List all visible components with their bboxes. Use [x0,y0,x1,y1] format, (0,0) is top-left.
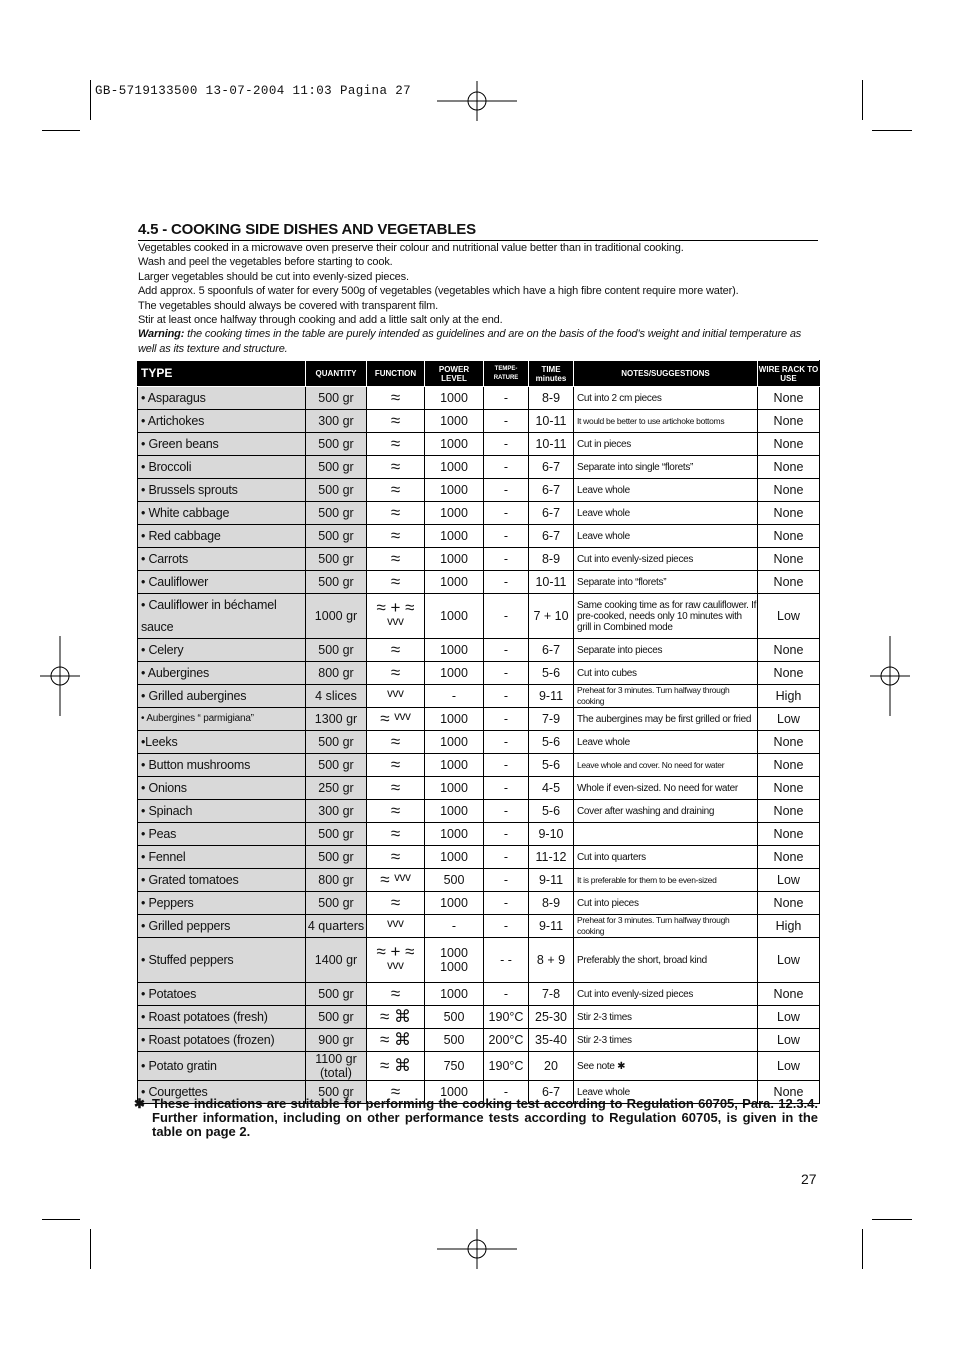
cell-type: • Courgettes [138,1081,306,1104]
cell-power: 1000 [425,387,484,410]
cell-temperature: - [484,754,529,777]
table-row [138,800,820,823]
cell-notes: Separate into “florets” [574,571,758,594]
cell-time: 6-7 [529,1081,574,1104]
cell-temperature: - [484,433,529,456]
table-row [138,983,820,1006]
cell-power: 1000 [425,456,484,479]
cell-notes: Cut into pieces [574,892,758,915]
header-quantity: QUANTITY [306,361,367,387]
cell-time: 35-40 [529,1029,574,1052]
cell-function-icon: ≈ [367,456,425,479]
cell-temperature: - [484,685,529,708]
cell-time: 9-11 [529,915,574,938]
cell-quantity: 500 gr [306,639,367,662]
cell-time: 10-11 [529,433,574,456]
table-row [138,433,820,456]
registration-mark-bottom-icon [437,1229,517,1269]
cell-function-icon: ᵛᵛᵛ [367,685,425,708]
intro-line: Larger vegetables should be cut into evenly-sized pieces. [138,270,409,283]
cell-type: • Grated tomatoes [138,869,306,892]
cell-function-icon: ≈ [367,387,425,410]
cell-function-icon: ≈ ᵛᵛᵛ [367,708,425,731]
cell-power: 1000 [425,571,484,594]
cell-temperature: - [484,708,529,731]
cell-type: • Roast potatoes (frozen) [138,1029,306,1052]
cell-quantity: 500 gr [306,983,367,1006]
cell-rack: None [758,387,820,410]
cell-type: • White cabbage [138,502,306,525]
cell-type: • Grilled peppers [138,915,306,938]
table-row [138,571,820,594]
registration-mark-left-icon [40,636,80,716]
cell-rack: None [758,731,820,754]
cell-rack: Low [758,1029,820,1052]
cell-quantity: 500 gr [306,892,367,915]
cell-notes: See note ✱ [574,1052,758,1081]
cell-function-icon: ≈ [367,433,425,456]
cell-notes: Stir 2-3 times [574,1006,758,1029]
cell-type: • Brussels sprouts [138,479,306,502]
registration-mark-right-icon [870,636,910,716]
cell-power: 1000 [425,433,484,456]
footnote [134,1096,818,1139]
cell-time: 4-5 [529,777,574,800]
cell-time: 6-7 [529,502,574,525]
cell-rack: None [758,571,820,594]
table-row [138,639,820,662]
cell-power: 1000 [425,823,484,846]
cell-time: 5-6 [529,731,574,754]
cell-type: • Potato gratin [138,1052,306,1081]
cell-time: 7-8 [529,983,574,1006]
cell-function-icon: ≈ [367,823,425,846]
cell-rack: High [758,915,820,938]
cell-quantity: 1400 gr [306,938,367,983]
cell-function-icon: ≈ [367,502,425,525]
cell-rack: None [758,479,820,502]
table-row [138,892,820,915]
table-row [138,869,820,892]
cell-power: 1000 [425,731,484,754]
cell-temperature: 200°C [484,1029,529,1052]
cell-rack: None [758,662,820,685]
cell-notes: Cover after washing and draining [574,800,758,823]
intro-line: Wash and peel the vegetables before starting to cook. [138,256,393,269]
cell-quantity: 250 gr [306,777,367,800]
cell-notes: Separate into pieces [574,639,758,662]
cell-type: • Aubergines “ parmigiana” [138,708,306,731]
cell-rack: None [758,525,820,548]
cell-rack: Low [758,708,820,731]
cell-time: 20 [529,1052,574,1081]
cell-function-icon: ≈ + ≈ ᵛᵛᵛ [367,594,425,639]
cell-function-icon: ≈ [367,662,425,685]
cell-function-icon: ≈ ⌘ [367,1029,425,1052]
cell-rack: None [758,754,820,777]
table-row [138,685,820,708]
crop-mark-bl-v [90,1229,91,1269]
cell-quantity: 500 gr [306,548,367,571]
page-number: 27 [801,1171,817,1187]
cell-temperature: 190°C [484,1006,529,1029]
header-temperature: TEMPE-RATURE [484,361,529,387]
cell-rack: None [758,846,820,869]
cell-type: •Leeks [138,731,306,754]
cell-function-icon: ᵛᵛᵛ [367,915,425,938]
cell-notes: Cut in pieces [574,433,758,456]
header-time: TIME minutes [529,361,574,387]
cell-quantity: 500 gr [306,479,367,502]
cell-notes: Cut into evenly-sized pieces [574,983,758,1006]
cell-power: 500 [425,1029,484,1052]
cell-function-icon: ≈ ᵛᵛᵛ [367,869,425,892]
cell-notes: Leave whole [574,525,758,548]
warning-label: Warning: [138,328,185,341]
cell-type: • Spinach [138,800,306,823]
cell-temperature: - [484,823,529,846]
cell-temperature: - [484,502,529,525]
cell-type: • Cauliflower in béchamel sauce [138,594,306,639]
cell-quantity: 500 gr [306,1006,367,1029]
print-slug: GB-5719133500 13-07-2004 11:03 Pagina 27 [95,84,412,98]
cell-notes: Leave whole [574,479,758,502]
warning-paragraph [138,327,819,356]
table-row [138,846,820,869]
cell-type: • Grilled aubergines [138,685,306,708]
intro-text [138,241,819,356]
cell-function-icon: ≈ [367,846,425,869]
crop-mark-tr-v [862,80,863,120]
table-row [138,662,820,685]
cell-temperature: - [484,892,529,915]
cell-temperature: - [484,731,529,754]
cell-type: • Cauliflower [138,571,306,594]
cell-type: • Peppers [138,892,306,915]
cell-time: 5-6 [529,800,574,823]
cell-time: 10-11 [529,571,574,594]
cell-rack: None [758,1081,820,1104]
table-row [138,1052,820,1081]
footnote-text: These indications are suitable for performing the cooking test according to Regulation 60705, Para. 12.3.4. Further information, including on other performance tests according to Regulation 60705, is given in the table on page 2. [152,1096,818,1139]
cell-function-icon: ≈ [367,892,425,915]
cell-power: 1000 [425,1081,484,1104]
cell-quantity: 500 gr [306,571,367,594]
table-row [138,1006,820,1029]
cell-function-icon: ≈ ⌘ [367,1006,425,1029]
cell-notes: Separate into single “florets” [574,456,758,479]
cell-power: 1000 [425,548,484,571]
cell-function-icon: ≈ [367,1081,425,1104]
cell-type: • Broccoli [138,456,306,479]
table-row [138,731,820,754]
section-title: 4.5 - COOKING SIDE DISHES AND VEGETABLES [138,221,476,238]
header-power: POWER LEVEL [425,361,484,387]
warning-text: the cooking times in the table are purely intended as guidelines and are on the basis of the food’s weight and initial temperature as well as its texture and structure. [138,328,802,355]
cell-rack: None [758,433,820,456]
cell-time: 6-7 [529,456,574,479]
cell-quantity: 4 quarters [306,915,367,938]
cell-function-icon: ≈ [367,731,425,754]
cell-notes: Stir 2-3 times [574,1029,758,1052]
crop-mark-tr-h [872,130,912,131]
cell-quantity: 300 gr [306,410,367,433]
cell-rack: None [758,892,820,915]
cell-quantity: 300 gr [306,800,367,823]
cell-rack: None [758,410,820,433]
cell-temperature: - [484,571,529,594]
cell-time: 6-7 [529,639,574,662]
cell-function-icon: ≈ [367,548,425,571]
cell-type: • Aubergines [138,662,306,685]
cell-type: • Potatoes [138,983,306,1006]
cell-notes: Same cooking time as for raw cauliflower. If pre-cooked, needs only 10 minutes with grill in Combined mode [574,594,758,639]
cell-notes: Cut into quarters [574,846,758,869]
cell-time: 5-6 [529,754,574,777]
cell-type: • Peas [138,823,306,846]
cell-notes: Leave whole and cover. No need for water [574,754,758,777]
table-row [138,708,820,731]
cell-quantity: 500 gr [306,1081,367,1104]
cell-function-icon: ≈ [367,525,425,548]
cell-type: • Button mushrooms [138,754,306,777]
table-row [138,502,820,525]
cell-function-icon: ≈ [367,639,425,662]
table-row [138,1029,820,1052]
cell-notes: Cut into cubes [574,662,758,685]
cell-time: 7 + 10 [529,594,574,639]
cell-notes: Preferably the short, broad kind [574,938,758,983]
cell-type: • Fennel [138,846,306,869]
cell-quantity: 900 gr [306,1029,367,1052]
table-row [138,525,820,548]
crop-mark-bl-h [42,1219,80,1220]
cell-quantity: 500 gr [306,433,367,456]
cell-rack: None [758,502,820,525]
cell-type: • Onions [138,777,306,800]
cell-power: 1000 [425,777,484,800]
cell-rack: None [758,639,820,662]
cell-notes: Cut into 2 cm pieces [574,387,758,410]
cell-temperature: - [484,456,529,479]
cell-notes: Leave whole [574,502,758,525]
cell-power: - [425,685,484,708]
table-row [138,754,820,777]
cell-temperature: - [484,594,529,639]
cell-notes [574,823,758,846]
cell-notes: It is preferable for them to be even-sized [574,869,758,892]
table-row [138,479,820,502]
cell-quantity: 500 gr [306,846,367,869]
cell-type: • Stuffed peppers [138,938,306,983]
header-notes: NOTES/SUGGESTIONS [574,361,758,387]
cell-temperature: - [484,915,529,938]
cell-notes: Leave whole [574,731,758,754]
cell-temperature: 190°C [484,1052,529,1081]
cell-temperature: - [484,777,529,800]
cell-function-icon: ≈ [367,777,425,800]
cell-notes: Cut into evenly-sized pieces [574,548,758,571]
cell-temperature: - [484,479,529,502]
cell-quantity: 500 gr [306,823,367,846]
cell-quantity: 500 gr [306,731,367,754]
cell-time: 8 + 9 [529,938,574,983]
cell-quantity: 500 gr [306,525,367,548]
cell-notes: It would be better to use artichoke bottoms [574,410,758,433]
cell-quantity: 500 gr [306,502,367,525]
table-row [138,823,820,846]
cell-rack: Low [758,1052,820,1081]
cell-temperature: - [484,800,529,823]
footnote-star: ✱ [134,1096,145,1111]
crop-mark-br-v [862,1229,863,1269]
cell-function-icon: ≈ [367,479,425,502]
cell-time: 7-9 [529,708,574,731]
cell-power: 1000 [425,479,484,502]
cell-time: 6-7 [529,479,574,502]
cell-type: • Asparagus [138,387,306,410]
crop-mark-br-h [872,1219,912,1220]
header-function: FUNCTION [367,361,425,387]
intro-line: Vegetables cooked in a microwave oven preserve their colour and nutritional value better than in traditional cooking. [138,242,684,254]
cell-rack: None [758,983,820,1006]
cell-type: • Green beans [138,433,306,456]
cell-rack: Low [758,594,820,639]
cell-rack: None [758,800,820,823]
cell-temperature: - [484,639,529,662]
cell-power: 1000 [425,502,484,525]
cell-temperature: - [484,1081,529,1104]
cell-function-icon: ≈ ⌘ [367,1052,425,1081]
cell-quantity: 1000 gr [306,594,367,639]
cell-rack: None [758,823,820,846]
cell-rack: Low [758,869,820,892]
cell-power: 1000 1000 [425,938,484,983]
header-type: TYPE [138,361,306,387]
cell-notes: Whole if even-sized. No need for water [574,777,758,800]
cell-type: • Red cabbage [138,525,306,548]
cell-temperature: - [484,387,529,410]
cell-rack: Low [758,1006,820,1029]
cell-temperature: - [484,869,529,892]
table-row [138,410,820,433]
cell-power: 1000 [425,754,484,777]
cell-power: 1000 [425,594,484,639]
table-row [138,915,820,938]
cell-quantity: 500 gr [306,456,367,479]
cell-notes: Preheat for 3 minutes. Turn halfway through cooking [574,915,758,938]
cell-temperature: - [484,846,529,869]
cell-power: 1000 [425,410,484,433]
cell-power: 1000 [425,983,484,1006]
cell-temperature: - [484,525,529,548]
cell-type: • Roast potatoes (fresh) [138,1006,306,1029]
cell-notes: Preheat for 3 minutes. Turn halfway through cooking [574,685,758,708]
table-row [138,777,820,800]
cell-power: 1000 [425,639,484,662]
cell-time: 11-12 [529,846,574,869]
cell-time: 25-30 [529,1006,574,1029]
cell-function-icon: ≈ [367,410,425,433]
cell-rack: None [758,777,820,800]
intro-line: Stir at least once halfway through cooking and add a little salt only at the end. [138,314,503,327]
cell-quantity: 1100 gr (total) [306,1052,367,1081]
cell-power: 1000 [425,662,484,685]
cell-time: 8-9 [529,892,574,915]
cell-function-icon: ≈ [367,571,425,594]
table-body [138,387,820,1104]
cell-type: • Carrots [138,548,306,571]
cell-function-icon: ≈ [367,800,425,823]
cell-type: • Celery [138,639,306,662]
cooking-table [137,360,820,1104]
intro-line: Add approx. 5 spoonfuls of water for every 500g of vegetables (vegetables which have a high fibre content require more water). [138,285,739,298]
table-row [138,387,820,410]
header-rack: WIRE RACK TO USE [758,361,820,387]
cell-quantity: 1300 gr [306,708,367,731]
cell-rack: None [758,548,820,571]
cell-power: 1000 [425,892,484,915]
cell-rack: Low [758,938,820,983]
cell-power: 1000 [425,846,484,869]
cell-time: 9-11 [529,869,574,892]
cell-time: 5-6 [529,662,574,685]
cell-function-icon: ≈ + ≈ ᵛᵛᵛ [367,938,425,983]
table-row [138,548,820,571]
cell-power: 1000 [425,708,484,731]
cell-temperature: - [484,410,529,433]
cell-function-icon: ≈ [367,983,425,1006]
cell-power: 1000 [425,525,484,548]
cell-quantity: 500 gr [306,754,367,777]
cell-quantity: 500 gr [306,387,367,410]
cell-power: 500 [425,1006,484,1029]
cell-temperature: - [484,548,529,571]
cell-notes: Leave whole [574,1081,758,1104]
cell-power: 1000 [425,800,484,823]
cell-function-icon: ≈ [367,754,425,777]
cell-power: - [425,915,484,938]
cell-quantity: 4 slices [306,685,367,708]
crop-mark-tl-v [90,80,91,120]
cell-time: 8-9 [529,548,574,571]
cell-quantity: 800 gr [306,869,367,892]
table-row [138,456,820,479]
cell-temperature: - [484,983,529,1006]
cell-time: 6-7 [529,525,574,548]
cell-type: • Artichokes [138,410,306,433]
cell-power: 750 [425,1052,484,1081]
table-row [138,594,820,639]
table-row [138,938,820,983]
cell-time: 9-10 [529,823,574,846]
cell-power: 500 [425,869,484,892]
cell-quantity: 800 gr [306,662,367,685]
cell-temperature: - [484,662,529,685]
cell-rack: None [758,456,820,479]
cell-notes: The aubergines may be first grilled or fried [574,708,758,731]
cell-time: 10-11 [529,410,574,433]
cell-time: 9-11 [529,685,574,708]
cell-rack: High [758,685,820,708]
registration-mark-top-icon [437,81,517,121]
intro-line: The vegetables should always be covered with transparent film. [138,299,439,312]
cell-temperature: - - [484,938,529,983]
cell-time: 8-9 [529,387,574,410]
crop-mark-tl-h [42,130,80,131]
